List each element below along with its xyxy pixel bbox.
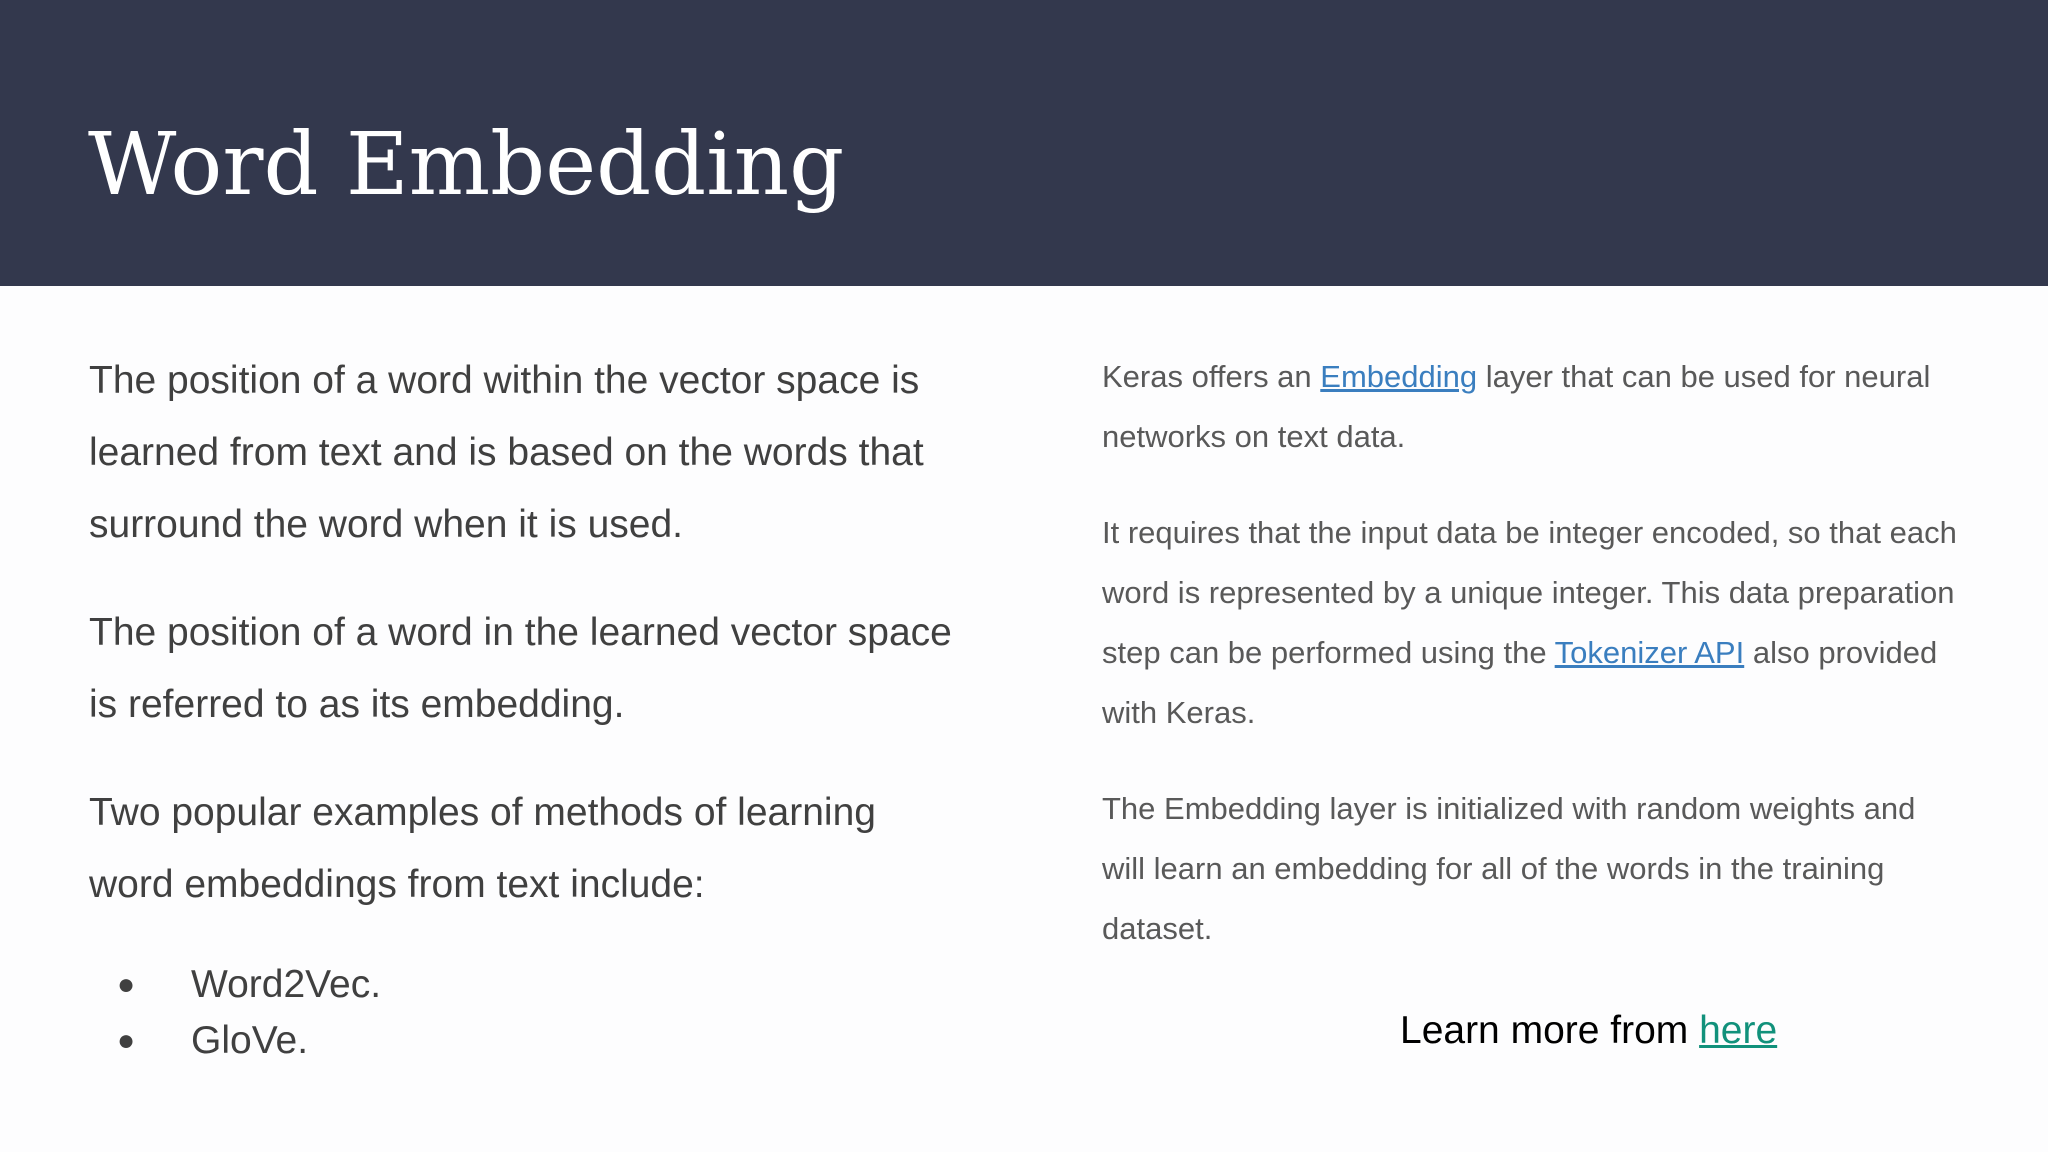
paragraph-text: It requires that the input data be integer encoded, so that each word is represented by a unique integer. This data preparation step can be performed using the <box>1102 515 1957 670</box>
paragraph-random-weights: The Embedding layer is initialized with random weights and will learn an embedding for all of the words in the training dataset. <box>1102 791 1916 946</box>
paragraph-keras-embedding <box>1102 347 1962 467</box>
right-column <box>1102 347 1962 995</box>
paragraph-text: also provided with Keras. <box>1102 635 1938 730</box>
learn-more-line <box>1400 1003 1777 1059</box>
methods-list <box>89 957 969 1069</box>
list-item <box>89 1013 969 1069</box>
bullet-icon: ● <box>117 968 136 1001</box>
list-item <box>89 957 969 1013</box>
learn-more-text: Learn more from <box>1400 1009 1700 1052</box>
list-item-label: Word2Vec. <box>191 963 382 1006</box>
paragraph-popular-methods: Two popular examples of methods of learning word embeddings from text include: <box>89 791 876 906</box>
paragraph-text: layer that can be used for neural networks on text data. <box>1102 359 1931 454</box>
tokenizer-api-link[interactable]: Tokenizer API <box>1554 635 1745 670</box>
bullet-icon: ● <box>117 1024 136 1057</box>
paragraph-position-learned: The position of a word within the vector space is learned from text and is based on the words that surround the word when it is used. <box>89 359 924 546</box>
left-column <box>89 345 969 1069</box>
slide-title: Word Embedding <box>88 115 845 215</box>
embedding-link[interactable]: Embedding <box>1320 359 1478 394</box>
list-item-label: GloVe. <box>191 1019 309 1062</box>
learn-more-link[interactable]: here <box>1699 1009 1778 1052</box>
paragraph-text: Keras offers an <box>1102 359 1321 394</box>
slide-header <box>0 0 2048 286</box>
paragraph-integer-encoding <box>1102 503 1962 743</box>
paragraph-embedding-definition: The position of a word in the learned vector space is referred to as its embedding. <box>89 611 952 726</box>
